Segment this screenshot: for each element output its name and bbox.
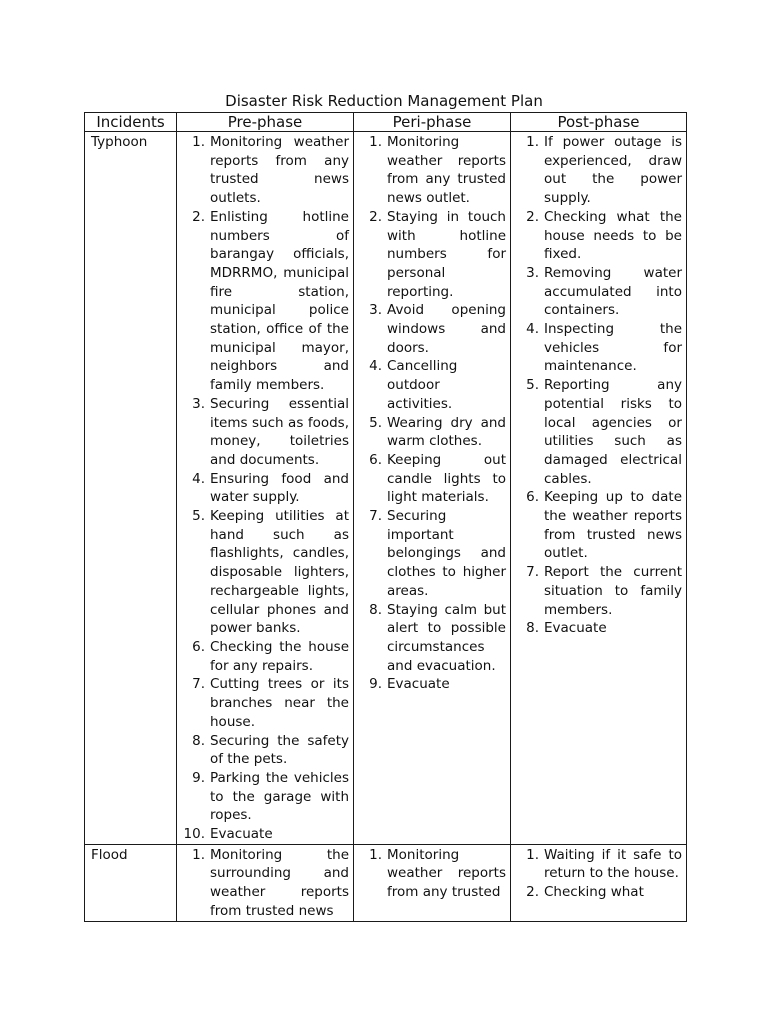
step-text: Reporting any potential risks to local agencies or utilities such as damaged electrical cables. — [544, 377, 682, 487]
list-item: 1. Monitoring weather reports from any trusted news outlets. — [192, 134, 349, 207]
step-text: Cutting trees or its branches near the house. — [210, 676, 349, 730]
list-item: 9. Parking the vehicles to the garage with ropes. — [192, 769, 349, 824]
step-list — [515, 133, 682, 638]
list-item: 6. Keeping out candle lights to light materials. — [369, 451, 506, 506]
step-text: Parking the vehicles to the garage with ropes. — [210, 769, 349, 824]
table-row — [85, 844, 687, 921]
step-text: Evacuate — [544, 620, 607, 637]
step-list — [181, 846, 349, 921]
step-text: Monitoring weather reports from any trusted — [387, 846, 506, 901]
list-item: 2. Staying in touch with hotline numbers for personal reporting. — [369, 208, 506, 300]
list-item: 2. Checking what — [515, 883, 682, 902]
list-item: 1. Monitoring weather reports from any trusted news outlet. — [369, 134, 506, 207]
list-item: 3. Avoid opening windows and doors. — [369, 302, 506, 356]
table-header-row — [85, 113, 687, 132]
table-row — [85, 132, 687, 845]
pre-phase-cell — [177, 844, 354, 921]
step-list — [358, 846, 506, 902]
list-item: 8. Evacuate — [515, 619, 682, 638]
step-text: Staying calm but alert to possible circumstances and evacuation. — [387, 601, 506, 674]
peri-phase-cell — [354, 844, 511, 921]
list-item: 3. Removing water accumulated into containers. — [526, 264, 682, 319]
step-text: Checking what — [544, 884, 644, 901]
drrm-table — [84, 112, 687, 922]
document-title: Disaster Risk Reduction Management Plan — [225, 92, 543, 110]
list-item: 7. Report the current situation to family members. — [526, 564, 682, 618]
step-text: Keeping utilities at hand such as flashlights, candles, disposable lighters, rechargeable lights, cellular phones and power banks. — [210, 508, 349, 637]
post-phase-cell — [511, 844, 687, 921]
step-text: Keeping out candle lights to light materials. — [387, 451, 506, 506]
step-text: Checking what the house needs to be fixed. — [544, 208, 682, 263]
step-text: Waiting if it safe to return to the house. — [544, 846, 682, 882]
step-text: Monitoring weather reports from any trusted news outlet. — [387, 134, 506, 207]
incident-name: Flood — [85, 844, 177, 921]
pre-phase-cell — [177, 132, 354, 845]
list-item: 6. Checking the house for any repairs. — [192, 638, 349, 674]
step-text: Ensuring food and water supply. — [210, 470, 349, 506]
list-item: 6. Keeping up to date the weather reports from trusted news outlet. — [526, 489, 682, 562]
list-item: 5. Keeping utilities at hand such as flashlights, candles, disposable lighters, rechargeable lights, cellular phones and power banks. — [192, 508, 349, 637]
column-header-incidents: Incidents — [85, 113, 177, 132]
list-item: 2. Enlisting hotline numbers of barangay officials, MDRRMO, municipal fire station, municipal police station, office of the municipal mayor, neighbors and family members. — [192, 208, 349, 394]
column-header-post-phase: Post-phase — [511, 113, 687, 132]
list-item: 1. Waiting if it safe to return to the house. — [526, 846, 682, 882]
list-item: 4. Cancelling outdoor activities. — [358, 357, 506, 413]
peri-phase-cell — [354, 132, 511, 845]
list-item: 1. Monitoring the surrounding and weather reports from trusted news — [192, 846, 349, 919]
step-text: Cancelling outdoor activities. — [387, 358, 458, 412]
list-item: 10. Evacuate — [181, 825, 349, 844]
step-text: Securing the safety of the pets. — [210, 732, 349, 768]
list-item: 5. Wearing dry and warm clothes. — [369, 414, 506, 450]
post-phase-cell — [511, 132, 687, 845]
step-text: Removing water accumulated into containers. — [544, 264, 682, 319]
step-text: Report the current situation to family members. — [544, 564, 682, 618]
step-text: Securing important belongings and clothes to higher areas. — [387, 508, 506, 599]
incident-name: Typhoon — [85, 132, 177, 845]
step-text: Monitoring weather reports from any trusted news outlets. — [210, 134, 349, 207]
list-item: 7. Securing important belongings and clothes to higher areas. — [369, 508, 506, 599]
step-text: Evacuate — [387, 676, 450, 693]
list-item: 1. If power outage is experienced, draw out the power supply. — [526, 134, 682, 207]
step-text: If power outage is experienced, draw out the power supply. — [544, 134, 682, 207]
list-item: 3. Securing essential items such as foods, money, toiletries and documents. — [192, 395, 349, 468]
step-text: Keeping up to date the weather reports from trusted news outlet. — [544, 489, 682, 562]
step-text: Staying in touch with hotline numbers for personal reporting. — [387, 208, 506, 300]
step-text: Checking the house for any repairs. — [210, 638, 349, 674]
step-text: Avoid opening windows and doors. — [387, 302, 506, 356]
list-item: 5. Reporting any potential risks to local agencies or utilities such as damaged electrical cables. — [526, 377, 682, 487]
step-list — [515, 846, 682, 902]
list-item: 4. Inspecting the vehicles for maintenance. — [526, 321, 682, 375]
list-item: 1. Monitoring weather reports from any trusted — [369, 846, 506, 901]
step-list — [181, 133, 349, 844]
column-header-peri-phase: Peri-phase — [354, 113, 511, 132]
list-item: 2. Checking what the house needs to be fixed. — [526, 208, 682, 263]
step-text: Monitoring the surrounding and weather reports from trusted news — [210, 846, 349, 919]
list-item: 9. Evacuate — [358, 675, 506, 694]
step-list — [358, 133, 506, 694]
step-text: Inspecting the vehicles for maintenance. — [544, 321, 682, 375]
list-item: 8. Securing the safety of the pets. — [192, 732, 349, 768]
step-text: Wearing dry and warm clothes. — [387, 414, 506, 450]
list-item: 7. Cutting trees or its branches near the house. — [192, 676, 349, 730]
column-header-pre-phase: Pre-phase — [177, 113, 354, 132]
step-text: Enlisting hotline numbers of barangay officials, MDRRMO, municipal fire station, municipal police station, office of the municipal mayor, neighbors and family members. — [210, 208, 349, 394]
step-text: Securing essential items such as foods, money, toiletries and documents. — [210, 395, 349, 468]
step-text: Evacuate — [210, 826, 273, 843]
list-item: 4. Ensuring food and water supply. — [192, 470, 349, 506]
list-item: 8. Staying calm but alert to possible circumstances and evacuation. — [369, 601, 506, 674]
